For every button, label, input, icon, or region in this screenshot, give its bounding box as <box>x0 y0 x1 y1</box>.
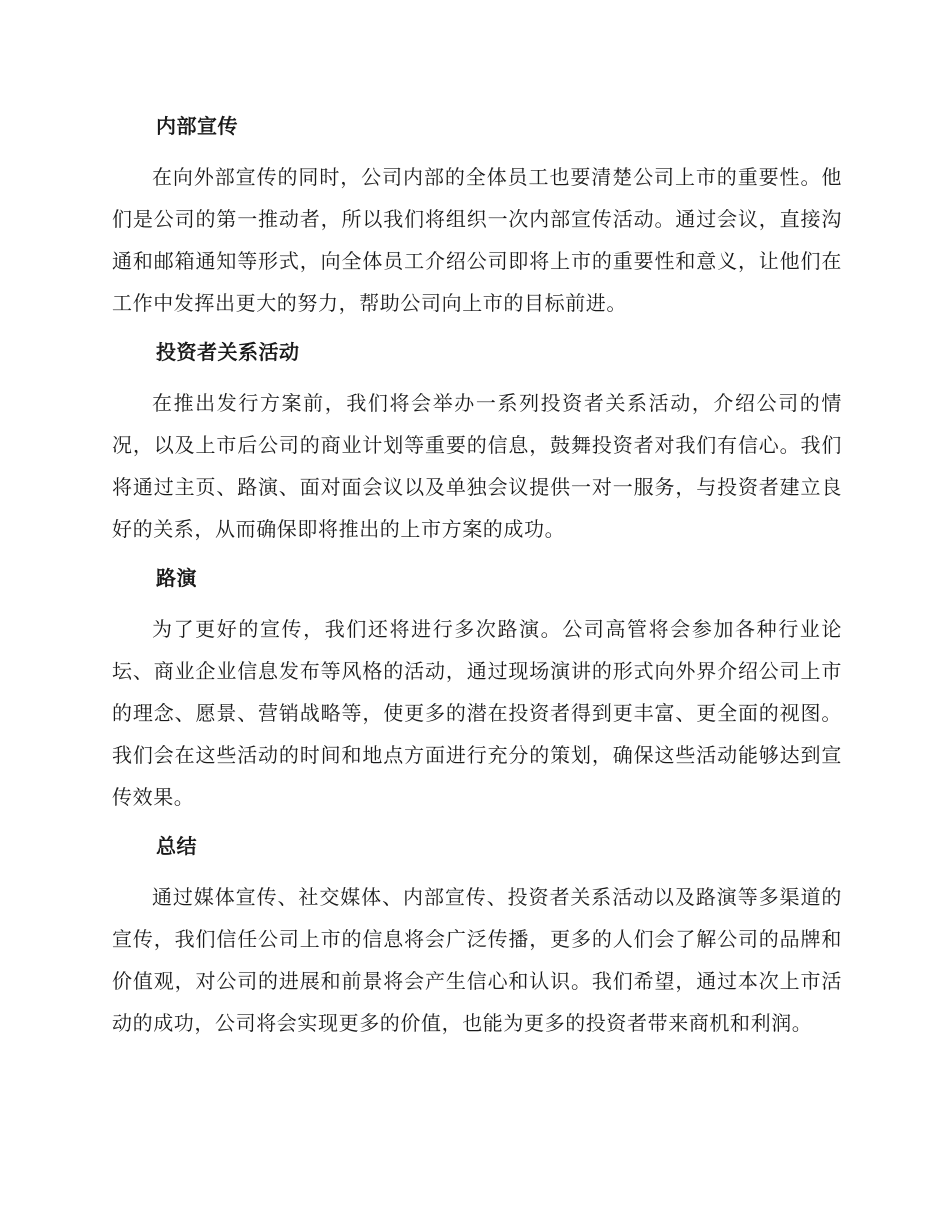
section-roadshow <box>112 558 842 818</box>
section-internal-promotion <box>112 106 842 324</box>
section-heading: 投资者关系活动 <box>156 340 300 364</box>
section-investor-relations <box>112 332 842 550</box>
section-paragraph: 在推出发行方案前，我们将会举办一系列投资者关系活动，介绍公司的情况，以及上市后公司的商业计划等重要的信息，鼓舞投资者对我们有信心。我们将通过主页、路演、面对面会议以及单独会议提供一对一服务，与投资者建立良好的关系，从而确保即将推出的上市方案的成功。 <box>112 391 842 541</box>
document-page <box>112 106 842 1052</box>
section-heading: 路演 <box>156 566 197 590</box>
section-heading: 总结 <box>156 834 197 858</box>
section-paragraph: 通过媒体宣传、社交媒体、内部宣传、投资者关系活动以及路演等多渠道的宣传，我们信任公司上市的信息将会广泛传播，更多的人们会了解公司的品牌和价值观，对公司的进展和前景将会产生信心和认识。我们希望，通过本次上市活动的成功，公司将会实现更多的价值，也能为更多的投资者带来商机和利润。 <box>112 885 842 1035</box>
section-summary <box>112 826 842 1044</box>
section-paragraph: 为了更好的宣传，我们还将进行多次路演。公司高管将会参加各种行业论坛、商业企业信息发布等风格的活动，通过现场演讲的形式向外界介绍公司上市的理念、愿景、营销战略等，使更多的潜在投资者得到更丰富、更全面的视图。我们会在这些活动的时间和地点方面进行充分的策划，确保这些活动能够达到宣传效果。 <box>112 617 842 809</box>
section-heading: 内部宣传 <box>156 114 238 138</box>
section-paragraph: 在向外部宣传的同时，公司内部的全体员工也要清楚公司上市的重要性。他们是公司的第一推动者，所以我们将组织一次内部宣传活动。通过会议，直接沟通和邮箱通知等形式，向全体员工介绍公司即将上市的重要性和意义，让他们在工作中发挥出更大的努力，帮助公司向上市的目标前进。 <box>112 165 842 315</box>
